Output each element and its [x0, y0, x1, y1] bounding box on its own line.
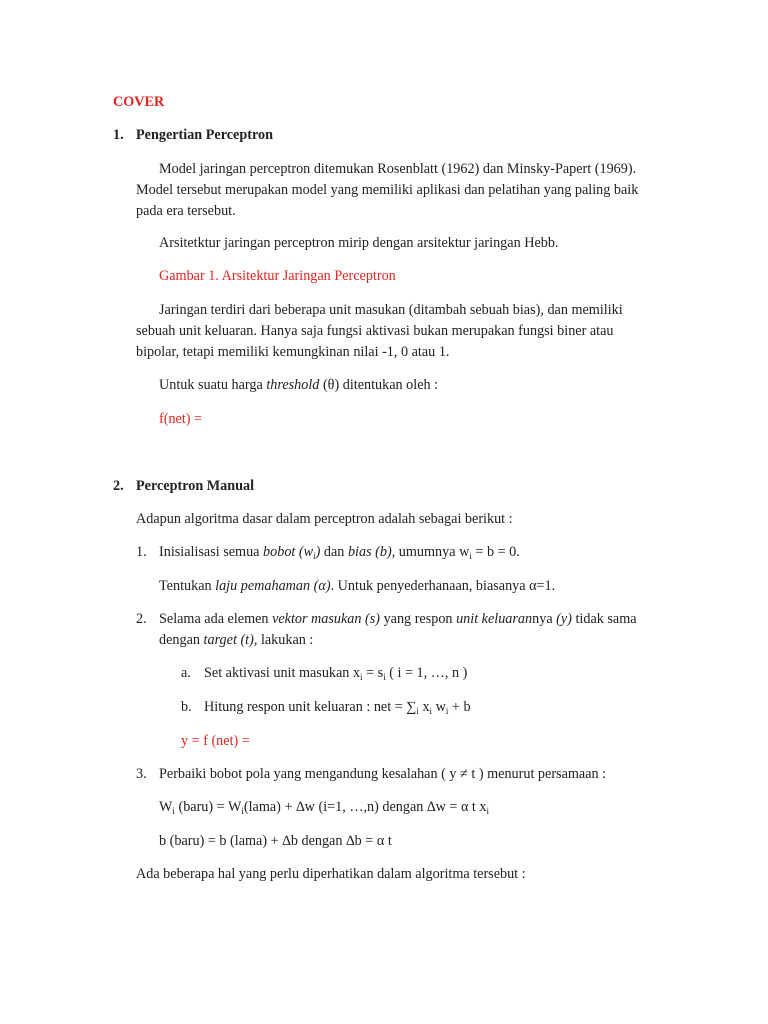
w-t1: W: [159, 799, 173, 815]
step1-bobot-text: bobot (w: [263, 544, 314, 560]
step2-text-d: tidak sama: [571, 611, 637, 627]
section1-p4: [159, 376, 438, 394]
section1-p2: Arsitetktur jaringan perceptron mirip dengan arsitektur jaringan Hebb.: [159, 235, 559, 251]
threshold-term: threshold: [266, 377, 320, 393]
step2-number: 2.: [136, 611, 147, 627]
step2-line1: [159, 610, 637, 628]
step2a-sub1: i: [360, 672, 363, 682]
y-term: (y): [556, 611, 572, 627]
vektor-masukan-term: vektor masukan (s): [272, 611, 381, 627]
step1-line2: [159, 577, 555, 595]
bias-update-formula: b (baru) = b (lama) + ∆b dengan ∆b = α t: [159, 833, 392, 849]
step2a-sub2: i: [383, 672, 386, 682]
step2b-label: b.: [181, 699, 192, 715]
target-term: target (t): [203, 632, 254, 648]
step2a-label: a.: [181, 665, 191, 681]
step3-number: 3.: [136, 766, 147, 782]
step2a-t2: = s: [362, 665, 384, 681]
section1-p3-line2: sebuah unit keluaran. Hanya saja fungsi aktivasi bukan merupakan fungsi biner atau: [136, 323, 614, 339]
w-t2: (baru) = W: [174, 799, 242, 815]
section1-p3-line3: bipolar, tetapi memiliki kemungkinan nilai -1, 0 atau 1.: [136, 344, 450, 360]
step2b-sub1: i: [416, 706, 419, 716]
w-sub3: i: [486, 806, 490, 816]
step2-text-c: nya: [532, 611, 557, 627]
step2b-t4: + b: [448, 699, 471, 715]
section2-intro: Adapun algoritma dasar dalam perceptron adalah sebagai berikut :: [136, 511, 513, 527]
step1-text-a: Inisialisasi semua: [159, 544, 264, 560]
fnet-formula: f(net) =: [159, 411, 203, 427]
section1-p3-line1: Jaringan terdiri dari beberapa unit masukan (ditambah sebuah bias), dan memiliki: [159, 302, 623, 318]
step3-text: Perbaiki bobot pola yang mengandung kesalahan ( y ≠ t ) menurut persamaan :: [159, 766, 607, 782]
section2-number: 2.: [113, 478, 124, 494]
cover-title: COVER: [113, 94, 165, 110]
p4-pre: Untuk suatu harga: [159, 377, 267, 393]
step1-text-dan: dan: [320, 544, 348, 560]
step1-bobot-sub: i: [313, 551, 316, 561]
step2b-t3: w: [432, 699, 446, 715]
step2-line2-post: , lakukan :: [253, 632, 314, 648]
step1-line1: [159, 543, 520, 561]
step1-line2-pre: Tentukan: [159, 578, 216, 594]
w-sub2: i: [241, 806, 244, 816]
step2a-t3: ( i = 1, …, n ): [385, 665, 468, 681]
section2-title: Perceptron Manual: [136, 478, 255, 494]
step1-bias: bias (b): [347, 544, 392, 560]
step1-bobot: [263, 544, 320, 560]
section1-title: Pengertian Perceptron: [136, 127, 273, 143]
section2-closing: Ada beberapa hal yang perlu diperhatikan dalam algoritma tersebut :: [136, 866, 526, 882]
step2-text-b: yang respon: [380, 611, 457, 627]
p4-post: (θ) ditentukan oleh :: [319, 377, 439, 393]
step1-bobot-close: ): [315, 544, 321, 560]
section1-p1-line2: Model tersebut merupakan model yang memiliki aplikasi dan pelatihan yang paling baik: [136, 182, 639, 198]
step2-text-a: Selama ada elemen: [159, 611, 273, 627]
step2b-sub3: i: [445, 706, 449, 716]
step2b-t1: Hitung respon unit keluaran : net = ∑: [204, 699, 417, 715]
w-sub1: i: [172, 806, 175, 816]
step2b-text: [204, 698, 471, 716]
step2-line2-pre: dengan: [159, 632, 204, 648]
step1-text-umumnya: , umumnya w: [391, 544, 470, 560]
step2-line2: [159, 631, 313, 649]
w-t3: (lama) + ∆w (i=1, …,n) dengan ∆w = α t x: [243, 799, 487, 815]
section1-p1-line3: pada era tersebut.: [136, 203, 236, 219]
step1-w-sub: i: [469, 551, 472, 561]
step2b-sub2: i: [429, 706, 433, 716]
step1-number: 1.: [136, 544, 147, 560]
step1-text-end: = b = 0.: [471, 544, 520, 560]
figure-caption: Gambar 1. Arsitektur Jaringan Perceptron: [159, 268, 396, 284]
step1-line2-post: . Untuk penyederhanaan, biasanya α=1.: [330, 578, 556, 594]
weight-update-formula: [159, 798, 489, 816]
section1-number: 1.: [113, 127, 124, 143]
step2a-t1: Set aktivasi unit masukan x: [204, 665, 361, 681]
step2b-t2: x: [418, 699, 430, 715]
laju-pemahaman-term: laju pemahaman (α): [215, 578, 331, 594]
step2a-text: [204, 664, 467, 682]
section1-p1-line1: Model jaringan perceptron ditemukan Rosenblatt (1962) dan Minsky-Papert (1969).: [159, 161, 637, 177]
y-formula: y = f (net) =: [181, 733, 250, 749]
unit-keluaran-term: unit keluaran: [456, 611, 533, 627]
